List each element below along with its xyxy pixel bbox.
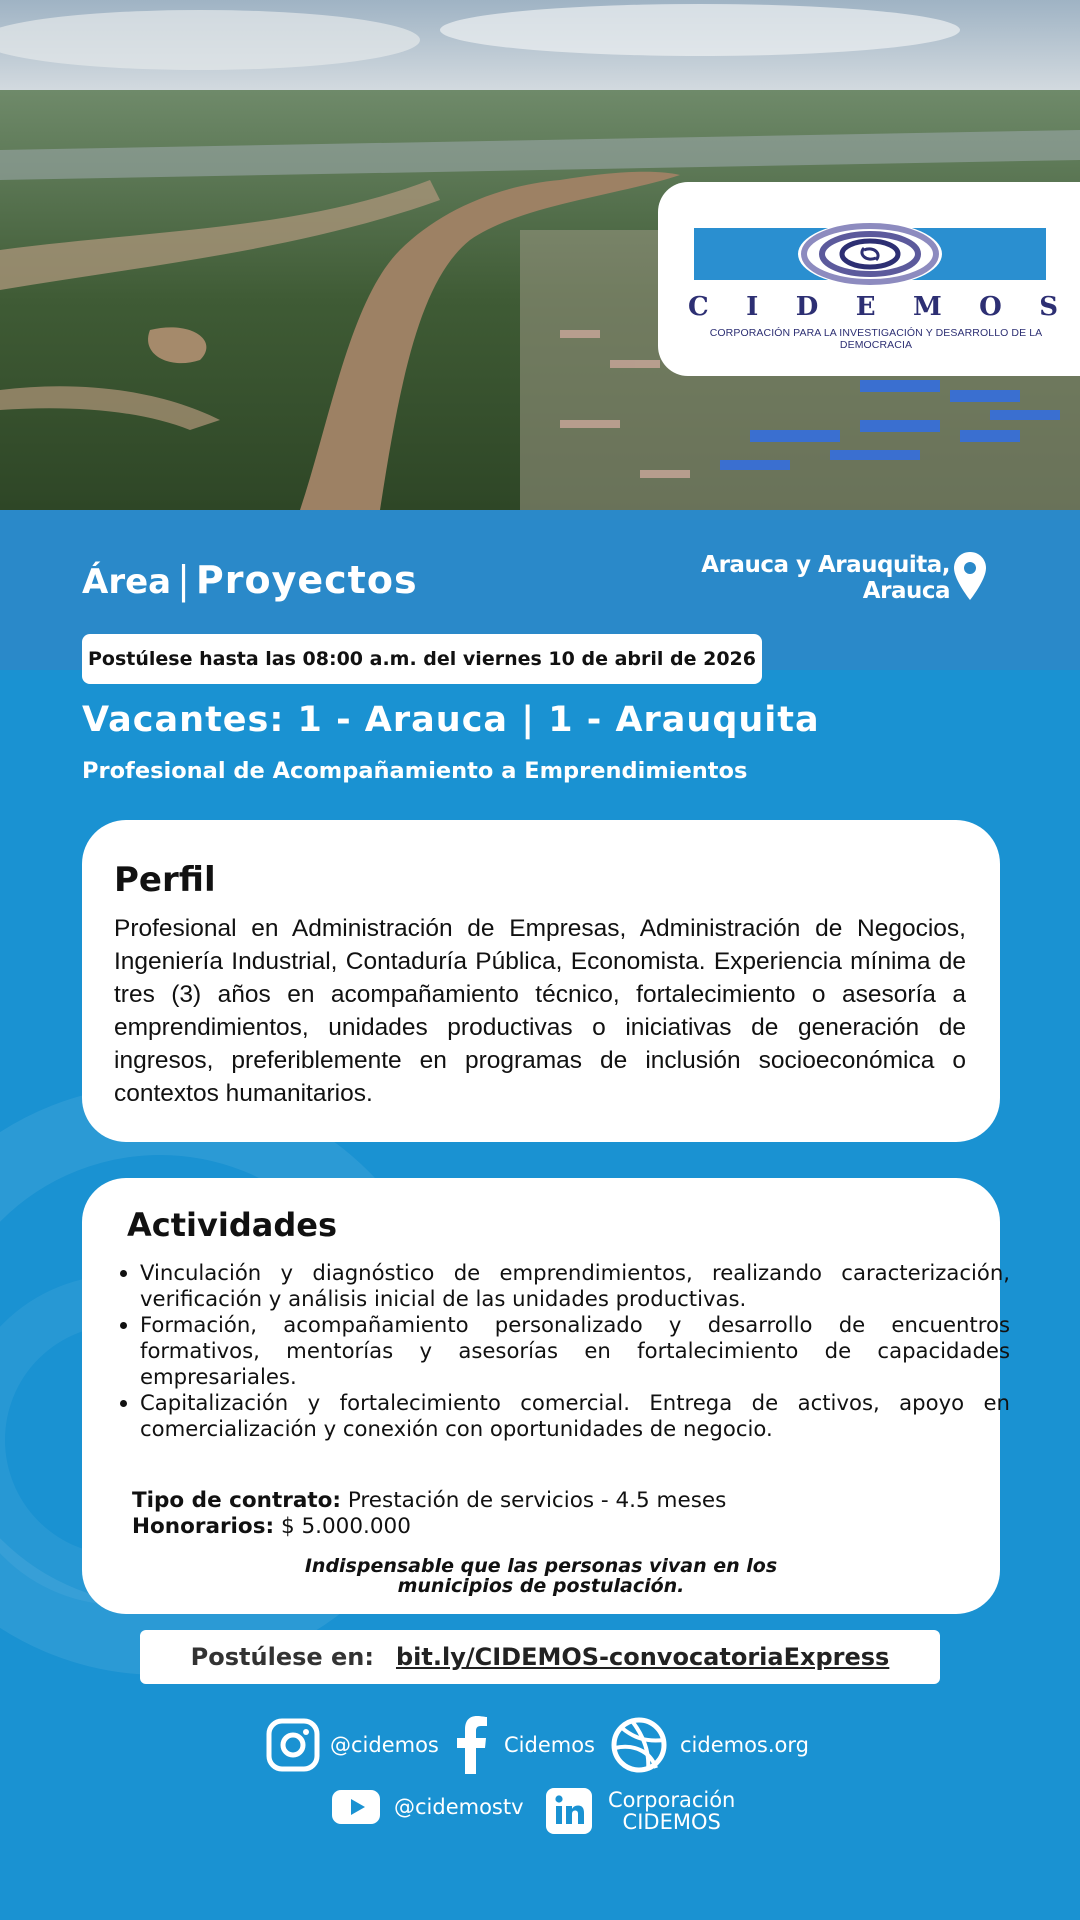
activity-item: • Formación, acompañamiento personalizado y desarrollo de encuentros formativos, mentorías y asesorías en fortalecimiento de capacidades empresariales. xyxy=(140,1312,1010,1390)
profile-heading: Perfil xyxy=(114,860,216,900)
fees-label: Honorarios: xyxy=(132,1514,275,1539)
location-text: Arauca y Arauquita, Arauca xyxy=(701,552,950,604)
contract-info xyxy=(132,1488,726,1540)
logo-tagline: CORPORACIÓN PARA LA INVESTIGACIÓN Y DESARROLLO DE LA DEMOCRACIA xyxy=(709,327,1043,351)
cidemos-emblem-icon xyxy=(796,218,944,290)
area-value: Proyectos xyxy=(195,558,418,602)
residency-requirement: Indispensable que las personas vivan en los municipios de postulación. xyxy=(304,1555,778,1597)
activities-card xyxy=(82,1178,1010,1614)
cidemos-logo xyxy=(658,182,1080,376)
vacancies-title: Vacantes: 1 - Arauca | 1 - Arauquita xyxy=(82,700,820,740)
facebook-icon xyxy=(456,1716,488,1774)
contract-type-label: Tipo de contrato: xyxy=(132,1488,341,1513)
website-link[interactable]: cidemos.org xyxy=(610,1716,809,1774)
area-label: Área xyxy=(82,562,172,602)
apply-link[interactable]: bit.ly/CIDEMOS-convocatoriaExpress xyxy=(395,1643,890,1671)
area-title: Área | Proyectos xyxy=(82,558,418,602)
deadline-banner: Postúlese hasta las 08:00 a.m. del viernes 10 de abril de 2026 xyxy=(82,634,762,684)
profile-card xyxy=(82,820,1000,1142)
instagram-icon xyxy=(266,1718,320,1772)
profile-text: Profesional en Administración de Empresas, Administración de Negocios, Ingeniería Industrial, Contaduría Pública, Economista. Experiencia mínima de tres (3) años en acompañamiento técnico, fortalecimiento o asesoría a emprendimientos, unidades productivas o iniciativas de generación de ingresos, preferiblemente en programas de inclusión socioeconómica o contextos humanitarios. xyxy=(114,915,966,1107)
contract-type-value: Prestación de servicios - 4.5 meses xyxy=(347,1488,727,1513)
fees-value: $ 5.000.000 xyxy=(280,1514,411,1539)
youtube-icon xyxy=(332,1790,380,1824)
logo-wordmark: C I D E M O S xyxy=(688,292,1058,322)
dribbble-globe-icon xyxy=(610,1716,668,1774)
instagram-link[interactable]: @cidemos xyxy=(266,1718,439,1772)
activity-item: • Capitalización y fortalecimiento comercial. Entrega de activos, apoyo en comercialización y conexión con oportunidades de negocio. xyxy=(140,1390,1010,1442)
activities-heading: Actividades xyxy=(127,1206,337,1244)
apply-label: Postúlese en: xyxy=(190,1643,374,1671)
position-title: Profesional de Acompañamiento a Emprendimientos xyxy=(82,758,748,784)
facebook-link[interactable]: Cidemos xyxy=(456,1716,595,1774)
location-pin-icon xyxy=(952,550,988,602)
youtube-link[interactable]: @cidemostv xyxy=(332,1790,524,1824)
linkedin-link[interactable]: Corporación CIDEMOS xyxy=(546,1788,735,1834)
linkedin-icon xyxy=(546,1788,592,1834)
activity-item: • Vinculación y diagnóstico de emprendimientos, realizando caracterización, verificación y análisis inicial de las unidades productivas. xyxy=(140,1260,1010,1312)
activities-list xyxy=(102,1260,1010,1442)
apply-bar xyxy=(140,1630,940,1684)
